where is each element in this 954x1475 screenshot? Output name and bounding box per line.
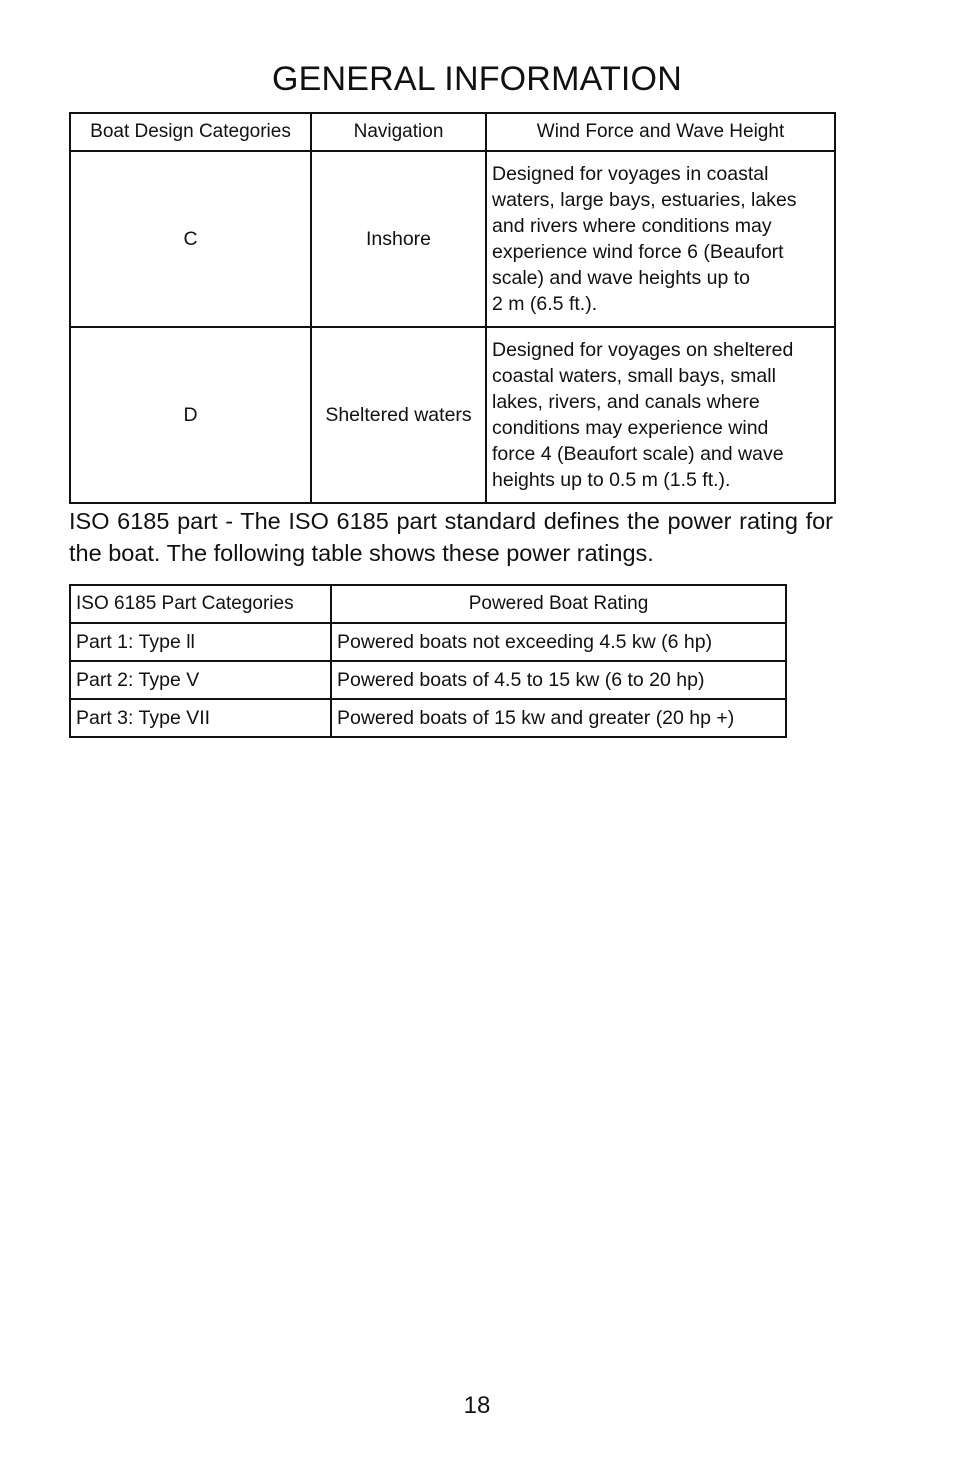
column-header: Boat Design Categories — [70, 113, 311, 151]
page-number: 18 — [463, 1392, 491, 1419]
column-header: Navigation — [311, 113, 486, 151]
description-text: Designed for voyages in coastal waters, large bays, estuaries, lakes and rivers where conditions may experience wind force 6 (Beaufort scale) and wave heights up to 2 m (6.5 ft.). — [492, 163, 797, 315]
boat-design-categories-table — [69, 112, 836, 504]
table-header-row — [70, 113, 835, 151]
category-cell: C — [70, 151, 311, 327]
column-header: Wind Force and Wave Height — [486, 113, 835, 151]
description-cell — [486, 151, 835, 327]
iso-6185-paragraph: ISO 6185 part - The ISO 6185 part standard defines the power rating for the boat. The following table shows these power ratings. — [69, 508, 833, 566]
navigation-cell: Inshore — [311, 151, 486, 327]
description-text: Designed for voyages on sheltered coastal waters, small bays, small lakes, rivers, and canals where conditions may experience wind force 4 (Beaufort scale) and wave heights up to 0.5 m (1.5 ft.). — [492, 339, 794, 491]
rating-cell: Powered boats of 4.5 to 15 kw (6 to 20 hp) — [331, 661, 786, 699]
table-row — [70, 327, 835, 503]
part-cell: Part 3: Type VII — [70, 699, 331, 737]
column-header: Powered Boat Rating — [331, 585, 786, 623]
table-row — [70, 151, 835, 327]
part-cell: Part 1: Type ll — [70, 623, 331, 661]
power-rating-table — [69, 584, 787, 738]
table-row — [70, 661, 786, 699]
table-header-row — [70, 585, 786, 623]
column-header: ISO 6185 Part Categories — [70, 585, 331, 623]
part-cell: Part 2: Type V — [70, 661, 331, 699]
table-row — [70, 699, 786, 737]
navigation-cell: Sheltered waters — [311, 327, 486, 503]
rating-cell: Powered boats of 15 kw and greater (20 hp +) — [331, 699, 786, 737]
table-row — [70, 623, 786, 661]
description-cell — [486, 327, 835, 503]
category-cell: D — [70, 327, 311, 503]
page-title: GENERAL INFORMATION — [272, 60, 682, 98]
rating-cell: Powered boats not exceeding 4.5 kw (6 hp) — [331, 623, 786, 661]
